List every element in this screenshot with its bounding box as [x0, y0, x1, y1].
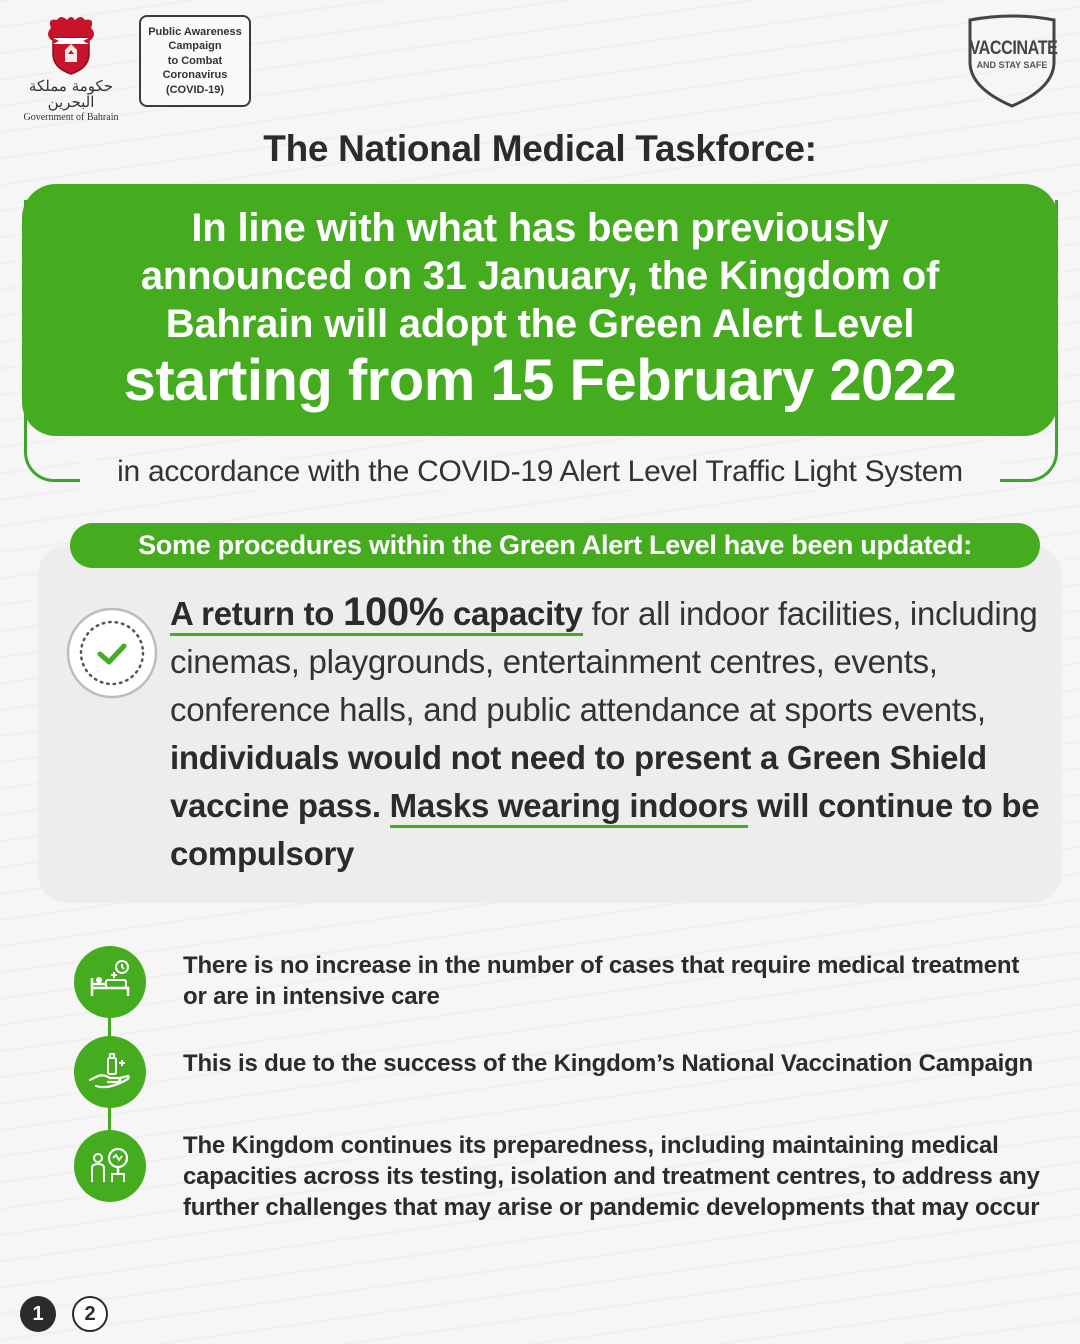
masks-continuation: will continue to be compulsory	[170, 787, 1040, 872]
banner-line-3: Bahrain will adopt the Green Alert Level	[165, 302, 915, 346]
check-circle-icon	[66, 607, 158, 699]
announcement-banner	[22, 184, 1058, 436]
campaign-badge	[139, 15, 251, 107]
banner-line-2: announced on 31 January, the Kingdom of	[140, 254, 940, 298]
people-search-icon	[74, 1130, 146, 1202]
vaccine-pass-note: individuals would not need to present a Green Shield vaccine pass.	[170, 739, 987, 824]
page-indicator-1[interactable]: 1	[20, 1296, 56, 1332]
bullet-text-2: This is due to the success of the Kingdom’s National Vaccination Campaign	[183, 1050, 1033, 1077]
banner-subtitle: in accordance with the COVID-19 Alert Level Traffic Light System	[117, 455, 963, 488]
page-indicator-2[interactable]: 2	[72, 1296, 108, 1332]
masks-highlight: Masks wearing indoors	[390, 787, 749, 828]
procedures-heading: Some procedures within the Green Alert Level have been updated:	[70, 523, 1040, 568]
campaign-text: Public Awareness Campaign to Combat Coronavirus (COVID-19)	[148, 25, 242, 96]
government-logo	[18, 14, 124, 123]
bahrain-emblem-icon	[41, 14, 101, 76]
banner-line-1: In line with what has been previously	[191, 206, 889, 250]
bullet-text-1: There is no increase in the number of cases that require medical treatment or are in intensive care	[183, 952, 1020, 1010]
bullet-text-3: The Kingdom continues its preparedness, including maintaining medical capacities across its testing, isolation and treatment centres, to address any further challenges that may arise or pandemic developments that may occur	[183, 1132, 1040, 1221]
capacity-highlight: A return to 100% capacity	[170, 590, 583, 634]
gov-label: Government of Bahrain	[23, 112, 119, 123]
gov-arabic-logotype: حكومة مملكة البحرين	[28, 77, 114, 111]
vaccinate-subtitle: AND STAY SAFE	[976, 60, 1048, 70]
vaccine-hand-icon	[74, 1036, 146, 1108]
hospital-bed-icon	[74, 946, 146, 1018]
vaccinate-title: VACCINATE	[969, 38, 1058, 59]
banner-date-line: starting from 15 February 2022	[123, 348, 957, 413]
capacity-percent: 100%	[343, 590, 445, 634]
page-title: The National Medical Taskforce:	[263, 128, 817, 169]
procedures-text: A return to 100% capacity for all indoor facilities, including cinemas, playgrounds, entertainment centres, events, conference halls, and public attendance at sports events, individuals would not need to present a Green Shield vaccine pass. Masks wearing indoors will continue to be compulsory	[170, 590, 1040, 872]
